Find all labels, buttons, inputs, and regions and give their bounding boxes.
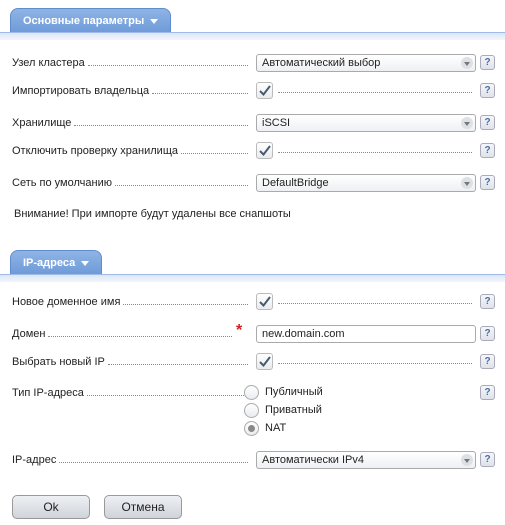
new-domain-name-label: Новое доменное имя xyxy=(12,296,121,308)
row-ip-address xyxy=(12,451,492,471)
help-icon[interactable]: ? xyxy=(480,55,495,70)
storage-label: Хранилище xyxy=(12,117,72,129)
row-domain xyxy=(12,322,492,345)
section-tab-main[interactable] xyxy=(10,8,171,32)
cluster-node-label: Узел кластера xyxy=(12,57,85,69)
check-icon xyxy=(259,356,271,367)
section-divider-ip xyxy=(0,274,505,282)
ip-address-label: IP-адрес xyxy=(12,454,57,466)
row-new-domain-name xyxy=(12,293,492,313)
dropdown-arrow-icon xyxy=(461,177,473,189)
disable-storage-check-label: Отключить проверку хранилища xyxy=(12,145,178,157)
row-storage xyxy=(12,114,492,134)
help-icon[interactable]: ? xyxy=(480,385,495,400)
default-network-value: DefaultBridge xyxy=(262,177,329,189)
import-owner-checkbox[interactable] xyxy=(256,82,273,99)
dropdown-arrow-icon xyxy=(461,57,473,69)
help-icon[interactable]: ? xyxy=(480,115,495,130)
check-icon xyxy=(259,145,271,156)
dropdown-arrow-icon xyxy=(461,117,473,129)
section-title-main: Основные параметры xyxy=(23,14,145,27)
help-icon[interactable]: ? xyxy=(480,83,495,98)
help-icon[interactable]: ? xyxy=(480,354,495,369)
section-tab-ip[interactable] xyxy=(10,250,102,274)
domain-label: Домен xyxy=(12,328,46,340)
dropdown-arrow-icon xyxy=(461,454,473,466)
ok-button[interactable]: Ok xyxy=(12,495,90,519)
new-domain-name-checkbox[interactable] xyxy=(256,293,273,310)
ip-type-label: Тип IP-адреса xyxy=(12,387,84,399)
chevron-down-icon xyxy=(81,261,89,266)
chevron-down-icon xyxy=(150,19,158,24)
row-cluster-node xyxy=(12,54,492,74)
row-disable-storage-check xyxy=(12,142,492,162)
check-icon xyxy=(259,296,271,307)
row-select-new-ip xyxy=(12,353,492,373)
radio-button[interactable] xyxy=(244,385,259,400)
default-network-select[interactable] xyxy=(256,174,476,192)
radio-label-public: Публичный xyxy=(265,386,323,398)
domain-value: new.domain.com xyxy=(262,328,345,340)
ip-address-select[interactable] xyxy=(256,451,476,469)
domain-input[interactable] xyxy=(256,325,476,343)
radio-option-public[interactable] xyxy=(244,384,323,400)
radio-label-private: Приватный xyxy=(265,404,322,416)
radio-option-nat[interactable] xyxy=(244,420,286,436)
section-title-ip: IP-адреса xyxy=(23,256,76,269)
help-icon[interactable]: ? xyxy=(480,175,495,190)
select-new-ip-checkbox[interactable] xyxy=(256,353,273,370)
radio-label-nat: NAT xyxy=(265,422,287,434)
select-new-ip-label: Выбрать новый IP xyxy=(12,356,105,368)
help-icon[interactable]: ? xyxy=(480,452,495,467)
required-asterisk: * xyxy=(236,322,243,339)
snapshot-warning: Внимание! При импорте будут удалены все снапшоты xyxy=(14,208,291,220)
cluster-node-select[interactable] xyxy=(256,54,476,72)
storage-value: iSCSI xyxy=(262,117,291,129)
default-network-label: Сеть по умолчанию xyxy=(12,177,112,189)
row-import-owner xyxy=(12,82,492,102)
section-divider-main xyxy=(0,32,505,40)
import-owner-label: Импортировать владельца xyxy=(12,85,150,97)
radio-option-private[interactable] xyxy=(244,402,322,418)
row-default-network xyxy=(12,174,492,194)
cancel-button[interactable]: Отмена xyxy=(104,495,182,519)
radio-button-selected[interactable] xyxy=(244,421,259,436)
storage-select[interactable] xyxy=(256,114,476,132)
help-icon[interactable]: ? xyxy=(480,294,495,309)
help-icon[interactable]: ? xyxy=(480,143,495,158)
help-icon[interactable]: ? xyxy=(480,326,495,341)
disable-storage-check-checkbox[interactable] xyxy=(256,142,273,159)
check-icon xyxy=(259,85,271,96)
cluster-node-value: Автоматический выбор xyxy=(262,57,381,69)
radio-button[interactable] xyxy=(244,403,259,418)
ip-address-value: Автоматически IPv4 xyxy=(262,454,364,466)
